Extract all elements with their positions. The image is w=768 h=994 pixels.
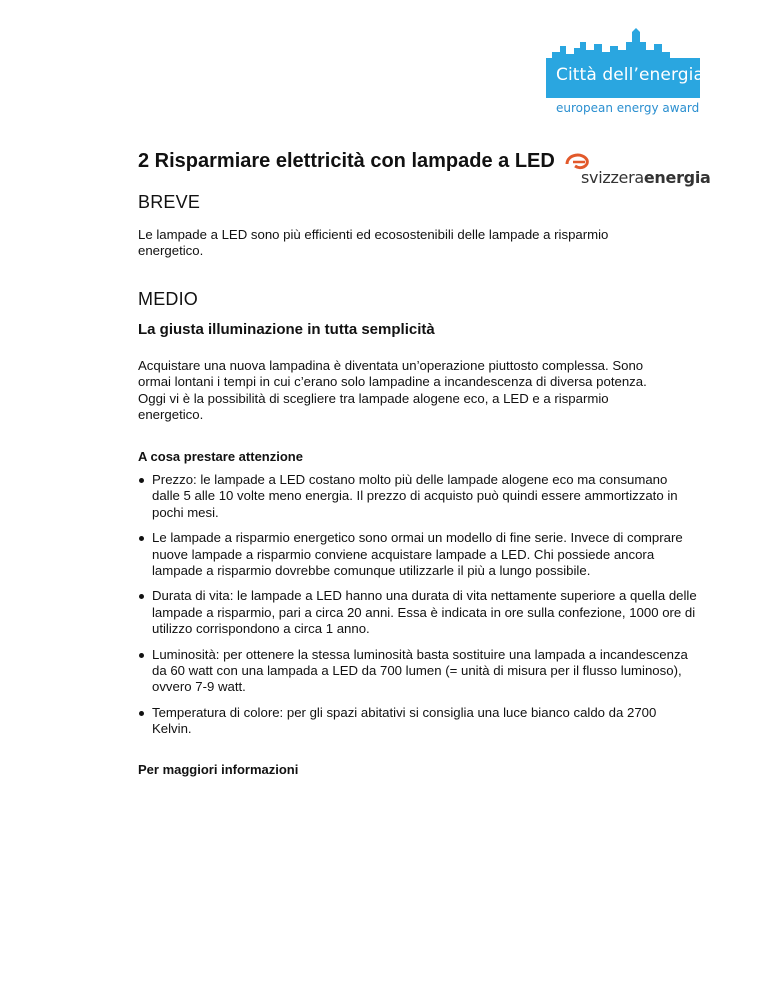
- citta-energia-logo: [540, 28, 705, 120]
- svizzera-energia-wordmark: [581, 168, 711, 187]
- bullet-icon: [139, 653, 144, 658]
- bullet-icon: [139, 711, 144, 716]
- list-item-text: Prezzo: le lampade a LED costano molto più delle lampade alogene eco ma consumano dalle 5 alle 10 volte meno energia. Il prezzo di acquisto può quindi essere ammortizzato in pochi mesi.: [152, 472, 678, 520]
- medio-subheading: La giusta illuminazione in tutta semplicità: [138, 321, 435, 338]
- attention-heading: A cosa prestare attenzione: [138, 449, 303, 464]
- svizzera-word: svizzera: [581, 168, 644, 187]
- bullet-icon: [139, 594, 144, 599]
- list-item-text: Luminosità: per ottenere la stessa luminosità basta sostituire una lampada a incandescenza da 60 watt con una lampada a LED da 700 lumen (= unità di misura per il flusso luminoso), ovvero 7-9 watt.: [152, 646, 688, 695]
- page-title: 2 Risparmiare elettricità con lampade a LED: [138, 150, 555, 172]
- medio-intro: Acquistare una nuova lampadina è diventata un’operazione piuttosto complessa. Sono ormai lontani i tempi in cui c’erano solo lampadine a incandescenza di diversa potenza. Oggi vi è la possibilità di scegliere tra lampade alogene eco, a LED e a risparmio energetico.: [138, 358, 647, 423]
- citta-logo-title: Città dell’energia: [556, 65, 704, 85]
- bullet-icon: [139, 478, 144, 483]
- list-item-text: Temperatura di colore: per gli spazi abitativi si consiglia una luce bianco caldo da 2700 Kelvin.: [152, 704, 657, 737]
- medio-heading: MEDIO: [138, 289, 199, 309]
- list-item-text: Durata di vita: le lampade a LED hanno una durata di vita nettamente superiore a quella delle lampade a risparmio, pari a circa 20 anni. Essa è indicata in ore sulla confezione, 1000 ore di utilizzo corrispondono a circa 1 anno.: [152, 588, 697, 637]
- list-item-text: Le lampade a risparmio energetico sono ormai un modello di fine serie. Invece di comprare nuove lampade a risparmio conviene acquistare lampade a LED. Chi possiede ancora lampade a risparmio dovrebbe comunque utilizzarle il più a lungo possibile.: [152, 530, 683, 579]
- list-item: [138, 705, 698, 738]
- bullet-icon: [139, 536, 144, 541]
- breve-text: Le lampade a LED sono più efficienti ed ecosostenibili delle lampade a risparmio energetico.: [138, 227, 609, 259]
- breve-heading: BREVE: [138, 192, 201, 212]
- list-item: [138, 472, 698, 521]
- list-item: [138, 588, 698, 637]
- list-item: [138, 530, 698, 579]
- citta-logo-subtitle: european energy award: [556, 101, 700, 115]
- attention-list: [138, 472, 698, 747]
- energia-word: energia: [643, 168, 711, 187]
- city-skyline-icon: [540, 28, 705, 100]
- more-info-heading: Per maggiori informazioni: [138, 762, 299, 777]
- list-item: [138, 647, 698, 696]
- svizzera-energia-logo: [563, 150, 713, 190]
